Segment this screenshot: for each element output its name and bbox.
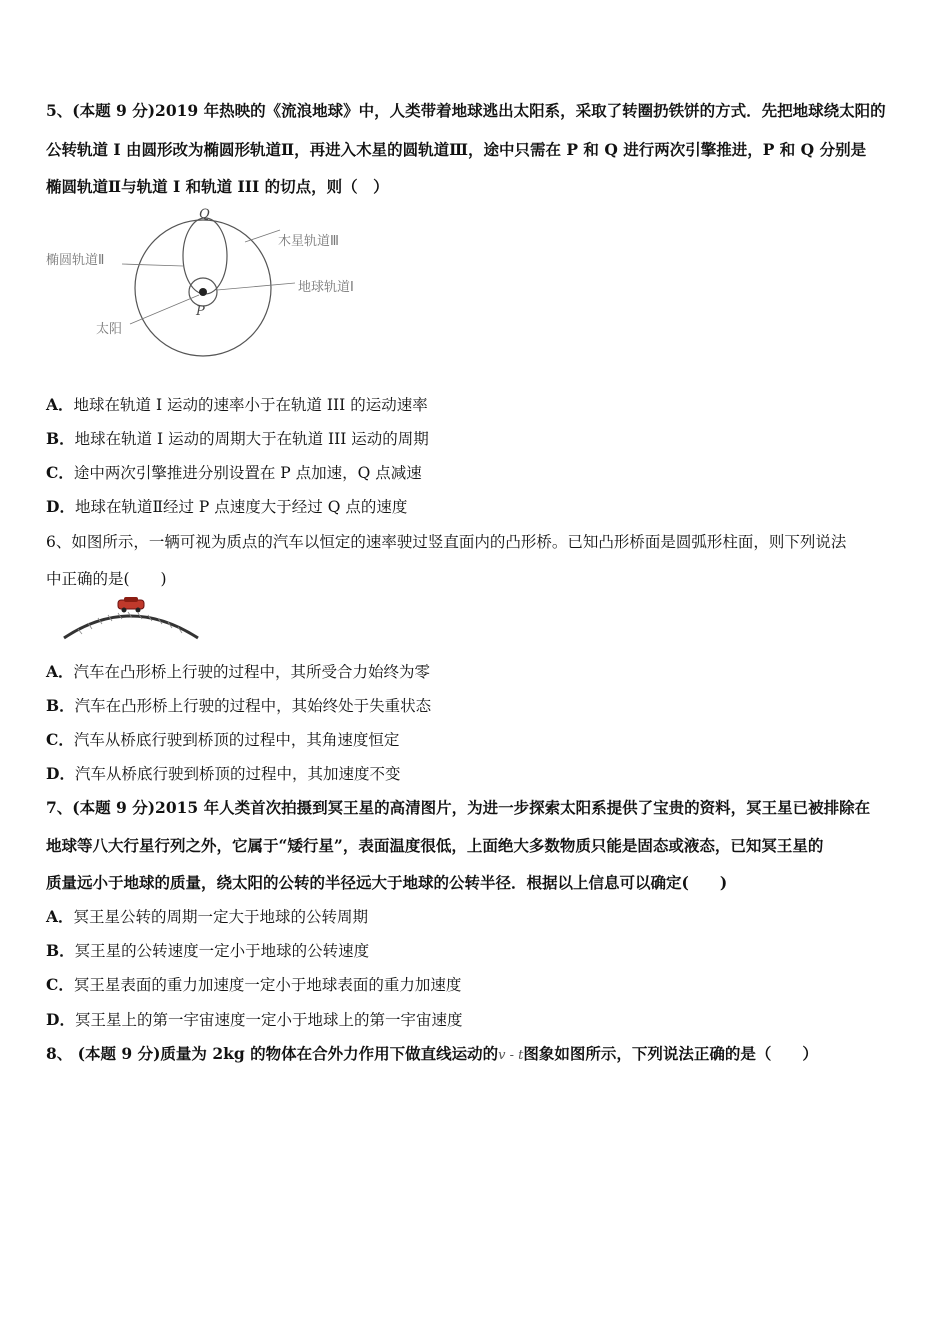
- q5-option-d: D．地球在轨道Ⅱ经过 P 点速度大于经过 Q 点的速度: [46, 497, 408, 516]
- q7-option-c: C．冥王星表面的重力加速度一定小于地球表面的重力加速度: [46, 975, 462, 994]
- ellipse-pointer: [122, 264, 183, 266]
- bridge-diagram: [58, 596, 208, 646]
- q5-option-c: C．途中两次引擎推进分别设置在 P 点加速，Q 点减速: [46, 463, 422, 482]
- q7-option-a: A．冥王星公转的周期一定大于地球的公转周期: [46, 907, 369, 926]
- q6-option-c: C．汽车从桥底行驶到桥顶的过程中，其角速度恒定: [46, 730, 400, 749]
- sun-dot: [199, 288, 207, 296]
- label-ellipse-orbit: 椭圆轨道Ⅱ: [46, 253, 105, 268]
- q5-stem-line3: 椭圆轨道Ⅱ与轨道 I 和轨道 III 的切点，则（ ）: [46, 177, 389, 196]
- bridge-diagram-svg: [58, 596, 208, 646]
- q7-option-b: B．冥王星的公转速度一定小于地球的公转速度: [46, 941, 370, 960]
- q6-option-d: D．汽车从桥底行驶到桥顶的过程中，其加速度不变: [46, 764, 401, 783]
- q7-stem-line3: 质量远小于地球的质量，绕太阳的公转的半径远大于地球的公转半径．根据以上信息可以确定( ): [46, 873, 728, 892]
- q7-option-d: D．冥王星上的第一宇宙速度一定小于地球上的第一宇宙速度: [46, 1010, 463, 1029]
- q6-stem-line1: 6、如图所示，一辆可视为质点的汽车以恒定的速率驶过竖直面内的凸形桥。已知凸形桥面是圆弧形柱面，则下列说法: [46, 533, 847, 551]
- label-q: Q: [199, 207, 210, 222]
- label-jupiter-orbit: 木星轨道Ⅲ: [278, 234, 339, 249]
- orbit-diagram: [40, 200, 380, 360]
- jupiter-pointer: [245, 230, 280, 242]
- q5-stem-line1: 5、(本题 9 分)2019 年热映的《流浪地球》中，人类带着地球逃出太阳系，采取了转圈扔铁饼的方式．先把地球绕太阳的: [46, 101, 886, 120]
- vt-formula: v - t: [498, 1048, 524, 1063]
- q6-stem-line2: 中正确的是( ): [46, 570, 167, 588]
- car-wheel-rear: [136, 608, 141, 613]
- q7-stem-line2: 地球等八大行星行列之外，它属于“矮行星”，表面温度很低，上面绝大多数物质只能是固态或液态，已知冥王星的: [46, 836, 824, 855]
- label-sun: 太阳: [96, 322, 123, 337]
- q6-option-b: B．汽车在凸形桥上行驶的过程中，其始终处于失重状态: [46, 696, 432, 715]
- q6-option-a: A．汽车在凸形桥上行驶的过程中，其所受合力始终为零: [46, 662, 431, 681]
- label-earth-orbit: 地球轨道Ⅰ: [298, 280, 354, 295]
- bridge-arc: [64, 616, 198, 638]
- car-top: [124, 597, 138, 602]
- q5-option-a: A．地球在轨道 I 运动的速率小于在轨道 III 的运动速率: [46, 395, 428, 414]
- car-wheel-front: [122, 608, 127, 613]
- elliptical-orbit: [183, 218, 227, 294]
- label-p: P: [196, 304, 205, 319]
- q5-option-b: B．地球在轨道 I 运动的周期大于在轨道 III 运动的周期: [46, 429, 429, 448]
- q8-stem: 8、 (本题 9 分)质量为 2kg 的物体在合外力作用下做直线运动的v - t图象如图所示，下列说法正确的是（ ）: [46, 1044, 818, 1063]
- q7-stem-line1: 7、(本题 9 分)2015 年人类首次拍摄到冥王星的高清图片，为进一步探索太阳系提供了宝贵的资料，冥王星已被排除在: [46, 798, 871, 817]
- q5-stem-line2: 公转轨道 I 由圆形改为椭圆形轨道Ⅱ，再进入木星的圆轨道Ⅲ，途中只需在 P 和 Q 进行两次引擎推进，P 和 Q 分别是: [46, 140, 867, 159]
- earth-pointer: [217, 283, 295, 290]
- sun-pointer: [130, 295, 199, 324]
